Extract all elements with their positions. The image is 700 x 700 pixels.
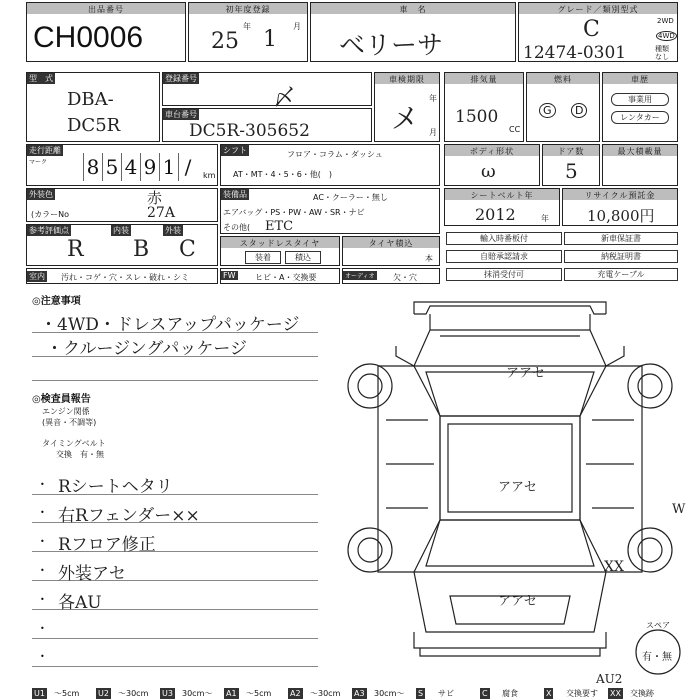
mileage-sub: マーク [29,159,48,166]
color-label: 外装色 [29,190,53,199]
color-box [26,188,218,222]
mileage-digit: 5 [102,153,121,181]
spare-label: スペア [646,621,670,630]
equip-line2: エアバッグ・PS・PW・AW・SR・ナビ [223,208,365,217]
recycle-box [562,188,678,226]
legend-key: U3 [162,689,173,698]
legend-value: 〜30cm [118,689,149,698]
first-reg-year: 25 [211,29,239,54]
history-box [602,72,678,142]
diagram-note-w: W [672,502,686,517]
reg-no-mark: 〆 [273,86,296,111]
diagram-note-hood: アアセ [506,366,545,381]
report-bullet: • [40,537,45,546]
btn-approval: 自賠承認請求 [446,250,562,263]
reg-no-label: 登録番号 [165,74,197,83]
body-box [444,144,540,186]
mileage-label: 走行距離 [29,146,61,155]
drive-2wd: 2WD [657,17,674,25]
legend-key: A1 [226,689,237,698]
btn-warranty: 新車保証書 [564,232,678,245]
grade-box [518,2,678,62]
audio-box [342,268,440,284]
legend-key: U1 [34,689,45,698]
grade-value: C [583,17,600,42]
doors-label: ドア数 [557,147,585,156]
car-name-label: 車 名 [399,5,427,14]
first-reg-label: 初年度登録 [225,5,271,14]
diagram-note-xx: XX [604,559,624,575]
diagram-note-au2: AU2 [596,672,623,686]
notes-line-2: ・クルージングパッケージ [46,339,248,359]
btn-import: 輸入時番板付 [446,232,562,245]
tire-load-label: タイヤ積込 [368,239,414,248]
legend-key: A2 [290,689,301,698]
exterior-label: 外装 [165,226,181,235]
fuel-label: 燃料 [554,75,572,84]
studless-box [220,236,340,266]
equip-other-label: その他( [223,223,251,232]
score-value: R [67,237,84,262]
color-code: 27A [147,205,175,221]
interior-value: B [133,237,150,262]
mileage-digit: 4 [121,153,140,181]
timing-sub: 交換 有・無 [56,450,104,459]
report-item-1: Rシートヘタリ [58,477,173,497]
mileage-digit: 9 [140,153,159,181]
displacement-label: 排気量 [470,75,498,84]
shift-options: フロア・コラム・ダッシュ [287,150,383,159]
notes-line-1: ・4WD・ドレスアップパッケージ [40,315,300,335]
tire-load-box [342,236,440,266]
report-bullet: • [40,480,45,489]
report-bullet: • [40,595,45,604]
seatbelt-value: 2012 [475,205,516,224]
history-rental: レンタカー [611,111,669,124]
exterior-value: C [179,237,196,262]
report-bullet: • [40,566,45,575]
drive-4wd: 4WD [658,32,675,40]
inspection-mark: メ [391,102,420,135]
legend-value: 腐食 [502,689,518,698]
engine-label: エンジン関係 [42,407,90,416]
fw-box [220,268,340,284]
inspection-box [374,72,440,142]
shift-line2: AT・MT・4・5・6・他( ) [233,170,333,179]
displacement-box [444,72,524,142]
fuel-box [526,72,600,142]
interior-state: 汚れ・コゲ・穴・スレ・破れ・シミ [61,273,189,282]
legend-value: 〜30cm [310,689,341,698]
history-business: 事業用 [611,93,669,106]
seatbelt-unit: 年 [541,214,549,223]
drive-none: 種類なし [655,45,669,61]
diagram-note-roof: アアセ [498,480,537,495]
first-reg-month: 1 [263,27,277,52]
legend-value: サビ [438,689,454,698]
legend-key: S [418,689,424,698]
mileage-digit: 8 [83,153,102,181]
inspection-year-unit: 年 [429,94,437,103]
diagram-note-trunk: アアセ [498,594,537,609]
legend-value: 30cm〜 [374,689,405,698]
report-item-4: 外装アセ [58,564,126,584]
capacity-label: 最大積載量 [617,147,663,156]
report-item-3: Rフロア修正 [58,535,156,555]
body-label: ボディ形状 [469,147,515,156]
mileage-unit: km [203,171,216,180]
interior-state-label: 室内 [29,272,45,281]
chassis-box [162,108,372,142]
score-label: 参考評価点 [29,226,69,235]
notes-title: ◎注意事項 [32,296,81,307]
equip-label: 装備品 [223,190,247,199]
fuel-d: D [571,103,587,118]
doors-value: 5 [565,159,578,183]
model-label: 型 式 [29,74,53,83]
mileage-digit: 1 [159,153,178,181]
engine-sub: (異音・不調等) [42,418,97,427]
legend-key: X [546,689,552,698]
capacity-box [602,144,678,186]
history-label: 車歴 [631,75,649,84]
equip-line1: AC・クーラー・無し [313,193,388,202]
shift-box [220,144,440,186]
shift-label: シフト [223,146,247,155]
legend-value: 〜5cm [54,689,80,698]
damage-legend [0,687,700,700]
spare-value: 有・無 [642,652,672,663]
studless-label: スタッドレスタイヤ [239,239,321,248]
btn-cancel: 抹消受付可 [446,268,562,281]
type-code: 12474-0301 [523,43,627,63]
first-reg-box [188,2,308,62]
month-unit: 月 [293,22,301,31]
displacement-value: 1500 [455,107,499,127]
equip-box [220,188,440,234]
color-sub-label: (カラーNo [31,210,69,219]
inspection-month-unit: 月 [429,128,437,137]
btn-cable: 充電ケーブル [564,268,678,281]
report-item-2: 右Rフェンダー×× [58,506,200,526]
report-item-5: 各AU [58,593,102,613]
legend-key: A3 [354,689,365,698]
seatbelt-label: シートベルト年 [470,191,534,200]
year-unit: 年 [243,22,251,31]
color-value: 赤 [147,189,163,207]
fw-options: ヒビ・A・交換要 [255,273,317,282]
chassis-label: 車台番号 [165,110,197,119]
score-box [26,224,218,266]
audio-options: 欠・穴 [393,273,417,282]
report-bullet: • [40,624,45,633]
interior-label: 内装 [113,226,129,235]
legend-key: C [482,689,488,698]
recycle-label: リサイクル預託金 [584,191,656,200]
legend-value: 〜5cm [246,689,272,698]
car-name-box [310,2,516,62]
lot-label: 出品番号 [88,5,124,14]
equip-other-value: ETC [265,219,294,234]
displacement-unit: CC [509,125,521,134]
legend-key: XX [610,689,621,698]
mileage-box [26,144,218,186]
timing-label: タイミングベルト [42,439,106,448]
interior-state-box [26,268,218,284]
report-title: ◎検査員報告 [32,394,91,405]
lot-number: CH0006 [33,21,144,54]
model-box [26,72,160,142]
legend-value: 交換跡 [630,689,654,698]
audio-label: オーディオ [345,273,375,280]
report-bullet: • [40,652,45,661]
studless-opt1: 装着 [245,251,281,264]
fuel-g: G [539,103,556,118]
model-line1: DBA- [67,89,114,110]
seatbelt-box [444,188,560,226]
btn-tax: 納税証明書 [564,250,678,263]
fw-label: FW [223,271,236,280]
legend-value: 30cm〜 [182,689,213,698]
tire-load-unit: 本 [425,254,433,263]
studless-opt2: 積込 [285,251,321,264]
car-name: ベリーサ [339,31,444,61]
lot-box [26,2,186,62]
model-line2: DC5R [67,115,121,136]
recycle-value: 10,800円 [587,207,655,225]
inspection-label: 車検期限 [389,75,425,84]
reg-no-box [162,72,372,111]
legend-value: 交換要す [566,689,598,698]
report-bullet: • [40,508,45,517]
chassis-value: DC5R-305652 [189,121,310,141]
legend-key: U2 [98,689,109,698]
grade-label: グレード／類別型式 [557,5,639,14]
doors-box [542,144,600,186]
mileage-digit: / [178,153,197,181]
body-value: ω [481,161,496,182]
